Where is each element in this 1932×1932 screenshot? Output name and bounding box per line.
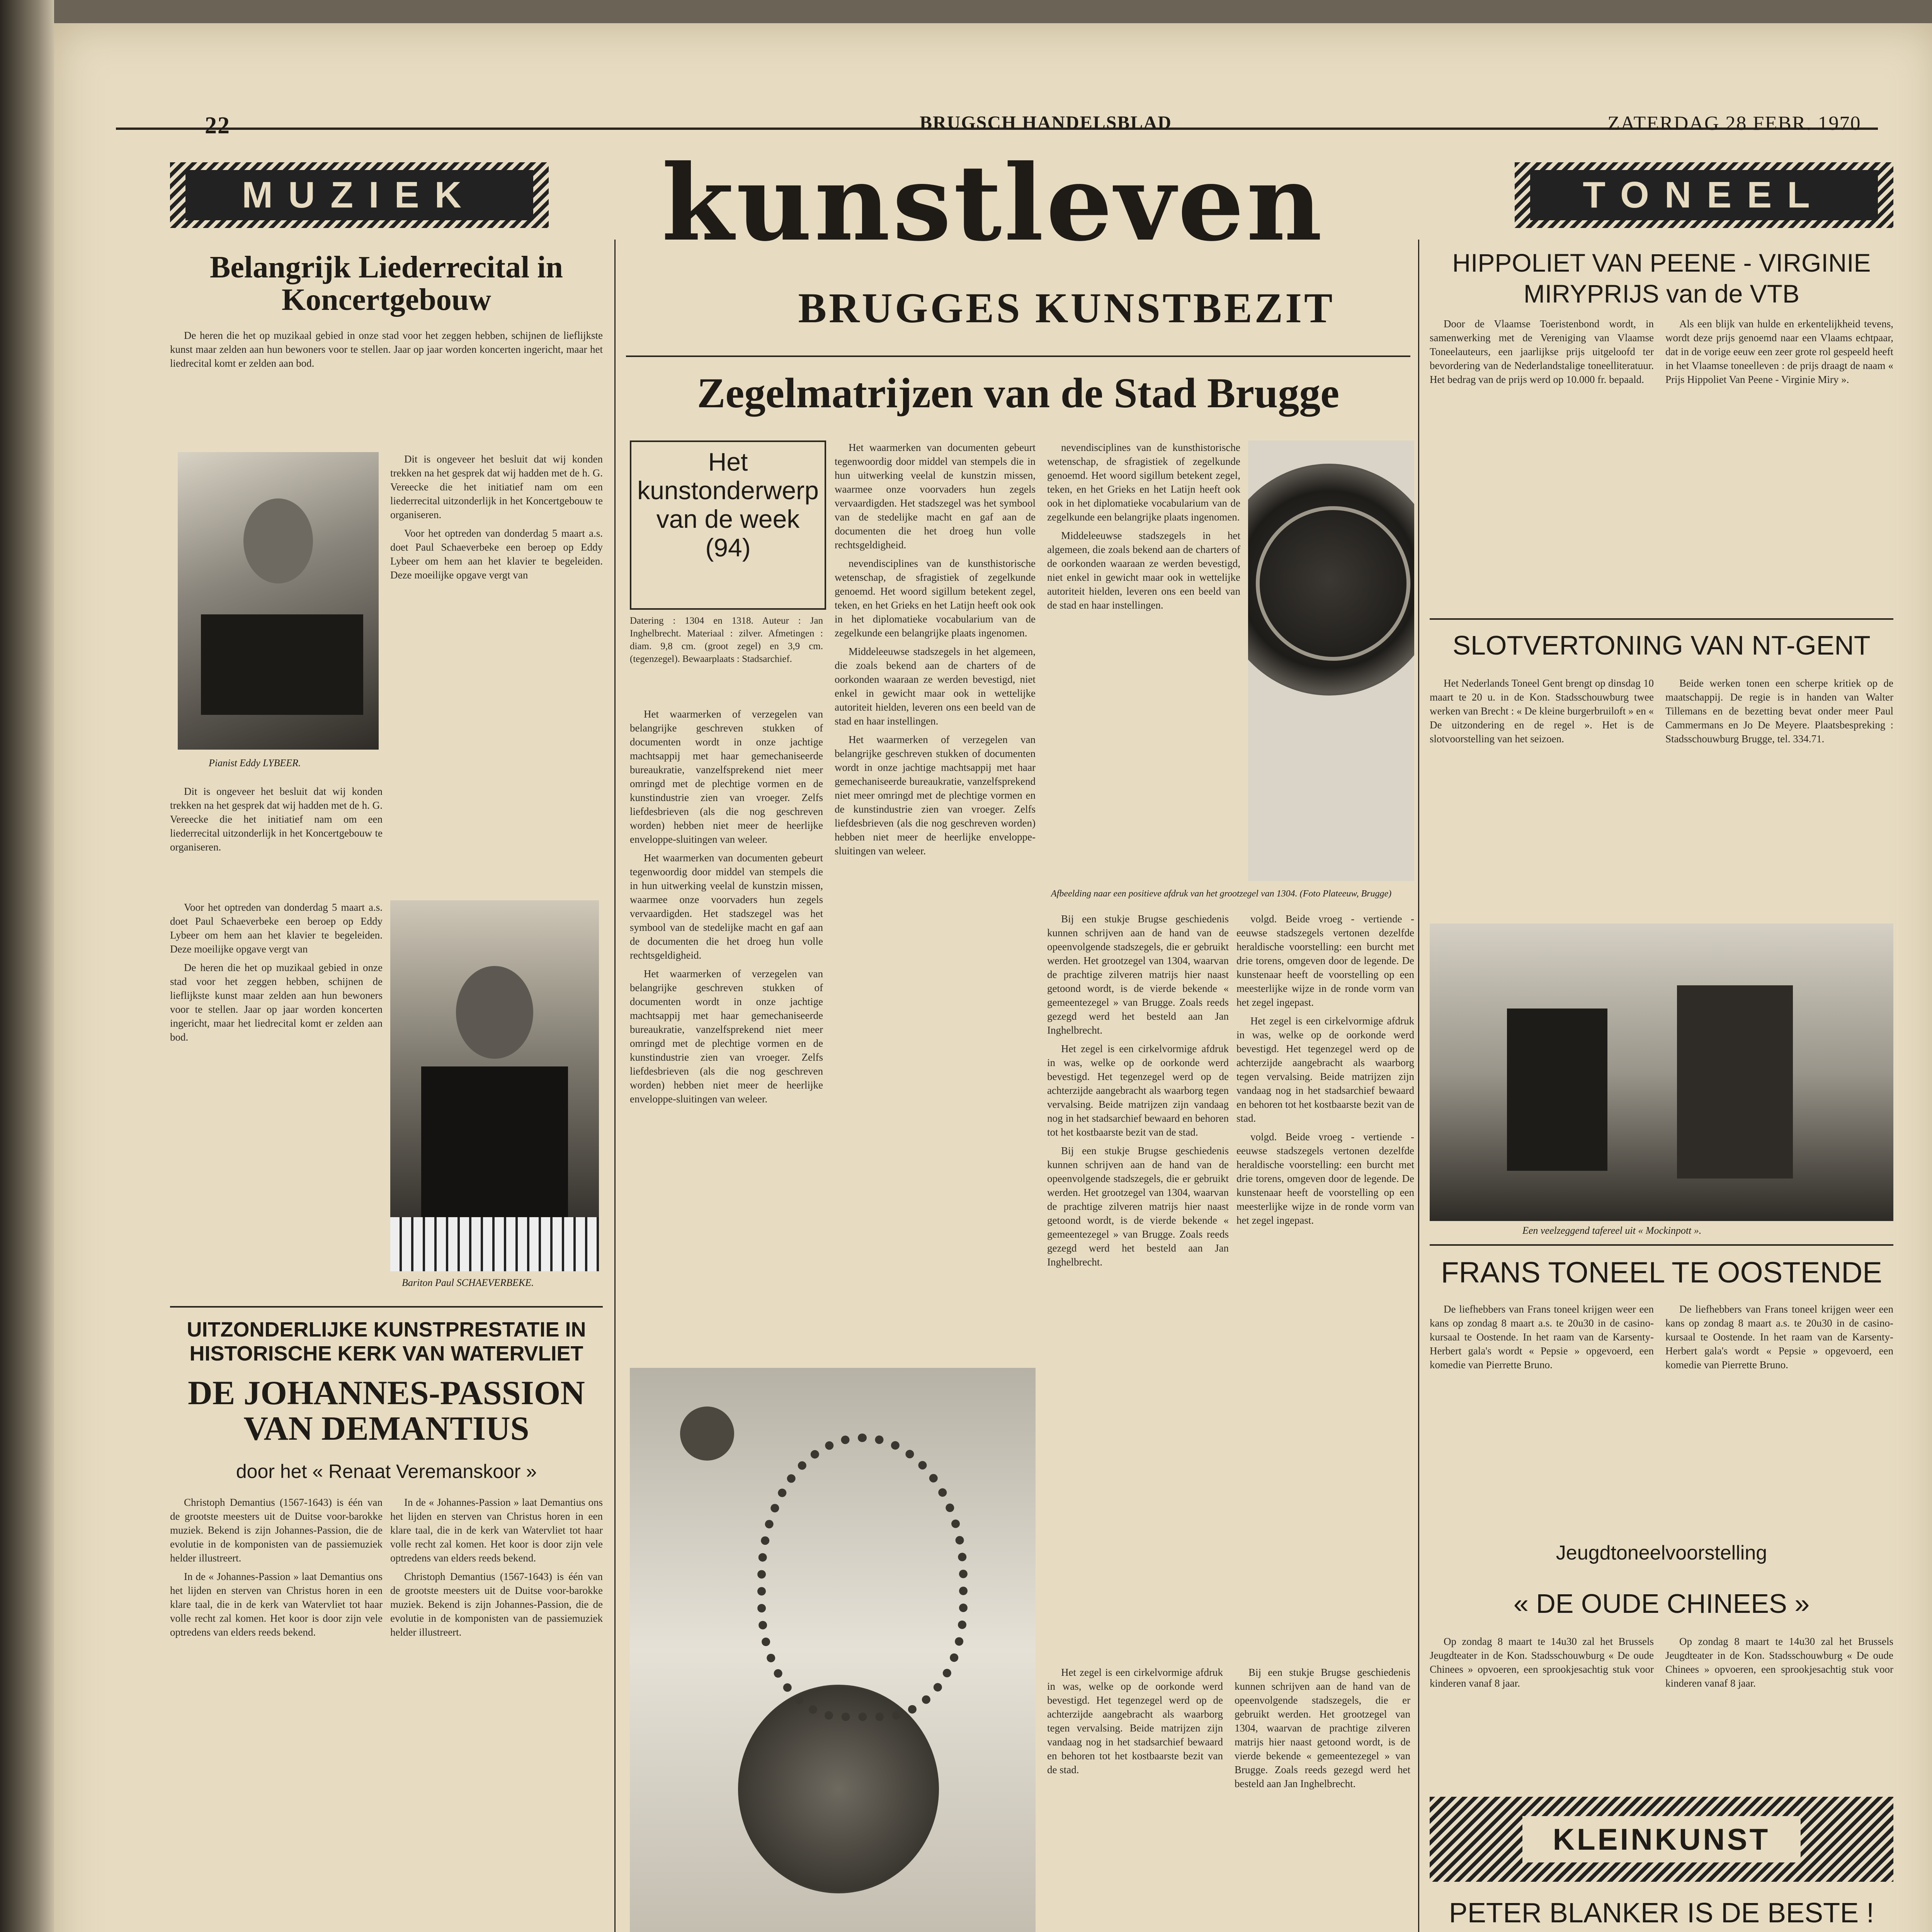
kleinkunst-title: KLEINKUNST <box>1522 1816 1801 1862</box>
paragraph: Voor het optreden van donderdag 5 maart a.s. doet Paul Schaeverbeke een beroep op Eddy Lybeer om hem aan het klavier te begeleiden. Deze moeilijke opgave vergt van <box>390 527 603 581</box>
muziek-section-title: MUZIEK <box>185 170 533 220</box>
paragraph: Het Nederlands Toneel Gent brengt op dinsdag 10 maart te 20 u. in de Kon. Stadsschouwburg twee werken van Brecht : « De kleine burgerbruiloft » en « De uitzondering en de regel ». Het is de slotvoorstelling van het seizoen. <box>1430 677 1654 745</box>
paragraph: Het waarmerken of verzegelen van belangrijke geschreven stukken of documenten wordt in onze jachtige machtsappij met haar gemechaniseerde bureaukratie, vanzelfsprekend niet meer omringd met de plechtige vormen en de kunstindustrie zien van vroeger. Zelfs liefdesbrieven (als die nog geschreven worden) hebben niet meer de heerlijke enveloppe-sluitingen van weleer. <box>630 968 823 1105</box>
paragraph: Het waarmerken of verzegelen van belangrijke geschreven stukken of documenten wordt in onze jachtige machtsappij met haar gemechaniseerde bureaukratie, vanzelfsprekend niet meer omringd met de plechtige vormen en de kunstindustrie zien van vroeger. Zelfs liefdesbrieven (als die nog geschreven worden) hebben niet meer de heerlijke enveloppe-sluitingen van weleer. <box>630 708 823 845</box>
passion-body-1 <box>170 1495 383 1932</box>
jeugdtoneel-kicker: Jeugdtoneelvoorstelling <box>1556 1542 1767 1564</box>
frans-toneel-body-2 <box>1665 1302 1893 1534</box>
frans-toneel-headline: FRANS TONEEL TE OOSTENDE <box>1441 1256 1882 1289</box>
paragraph: Middeleeuwse stadszegels in het algemeen, die zoals bekend aan de charters of de oorkonden waaraan ze werden bevestigd, niet enkel in gewicht maar ook in wettelijke autoriteit hielden, leveren ons een beeld van de stad en haar instellingen. <box>1047 530 1240 611</box>
paragraph: Middeleeuwse stadszegels in het algemeen, die zoals bekend aan de charters of de oorkonden waaraan ze werden bevestigd, niet enkel in gewicht maar ook in wettelijke autoriteit hielden, leveren ons een beeld van de stad en haar instellingen. <box>835 646 1036 727</box>
oude-chinees-body-2 <box>1665 1634 1893 1785</box>
paragraph: Door de Vlaamse Toeristenbond wordt, in samenwerking met de Vereniging van Vlaamse Toneelauteurs, een jaarlijkse prijs uitgeloofd ter bevordering van de Nederlandstalige toneelliteratuur. Het bedrag van de prijs werd op 10.000 fr. bepaald. <box>1430 318 1654 385</box>
liederrecital-column-2 <box>390 452 603 893</box>
column-rule <box>614 240 616 1932</box>
seal-caption: Afbeelding naar een positieve afdruk van het grootzegel van 1304. (Foto Plateeuw, Brugge) <box>1051 889 1392 899</box>
zegel-body-1 <box>630 707 823 1356</box>
zegelmatrijzen-headline: Zegelmatrijzen van de Stad Brugge <box>697 369 1340 417</box>
slotvertoning-body-1 <box>1430 676 1654 916</box>
newspaper-name: BRUGSCH HANDELSBLAD <box>920 112 1172 133</box>
paragraph: Het zegel is een cirkelvormige afdruk in was, welke op de oorkonde werd bevestigd. Het tegenzegel werd op de achterzijde aangebracht als waarborg tegen vervalsing. Beide matrijzen zijn vandaag nog in het stadsarchief bewaard en behoren tot het kostbaarste bezit van de stad. <box>1236 1015 1414 1124</box>
kunstonderwerp-box <box>630 440 826 610</box>
paragraph: De liefhebbers van Frans toneel krijgen weer een kans op zondag 8 maart a.s. te 20u30 in de casino-kursaal te Oostende. In het raam van de Karsenty-Herbert gala's wordt « Pepsie » opgevoerd, een komedie van Pierrette Bruno. <box>1665 1303 1893 1371</box>
frans-toneel-body-1 <box>1430 1302 1654 1534</box>
binding-spine <box>0 0 54 1932</box>
passion-kicker: UITZONDERLIJKE KUNSTPRESTATIE IN HISTORISCHE KERK VAN WATERVLIET <box>187 1318 586 1366</box>
divider <box>626 355 1410 357</box>
paragraph: Beide werken tonen een scherpe kritiek op de maatschappij. De regie is in handen van Walter Tillemans en de bezetting bevat onder meer Paul Cammermans en Jo De Meyere. Plaatsbespreking : Stadsschouwburg Brugge, tel. 334.71. <box>1665 677 1893 745</box>
toneel-section-title: TONEEL <box>1530 170 1878 220</box>
paragraph: Christoph Demantius (1567-1643) is één van de grootste meesters uit de Duitse voor-barokke muziek. Bekend is zijn Johannes-Passion, die de evolutie in de komponisten van de passiemuziek helder illustreert. <box>170 1497 383 1564</box>
page-number: 22 <box>205 112 230 139</box>
paragraph: Op zondag 8 maart te 14u30 zal het Brussels Jeugdteater in de Kon. Stadsschouwburg « De oude Chinees » opvoeren, een sprookjesachtig stuk voor kinderen vanaf 8 jaar. <box>1665 1636 1893 1689</box>
paragraph: volgd. Beide vroeg - vertiende - eeuwse stadszegels vertonen dezelfde heraldische voorstelling: een burcht met drie torens, omgeven door de legende. De kunstenaar heeft de voorstelling op een meesterlijke wijze in de ronde vorm van het zegel ingepast. <box>1236 1131 1414 1226</box>
paragraph: Dit is ongeveer het besluit dat wij konden trekken na het gesprek dat wij hadden met de h. G. Vereecke die het initiatief nam om een liederrecital uitzonderlijk in het Koncertgebouw te organiseren. <box>390 453 603 520</box>
zegel-body-4 <box>1047 912 1229 1646</box>
paragraph: In de « Johannes-Passion » laat Demantius ons het lijden en sterven van Christus horen in een klare taal, die in de kerk van Watervliet tot haar volle recht zal komen. Het koor is door zijn vele optredens van elders reeds bekend. <box>170 1571 383 1638</box>
seal-photo <box>1248 440 1414 881</box>
paragraph: volgd. Beide vroeg - vertiende - eeuwse stadszegels vertonen dezelfde heraldische voorstelling: een burcht met drie torens, omgeven door de legende. De kunstenaar heeft de voorstelling op een meesterlijke wijze in de ronde vorm van het zegel ingepast. <box>1236 913 1414 1008</box>
paragraph: Bij een stukje Brugse geschiedenis kunnen schrijven aan de hand van de opeenvolgende stadszegels, die er gebruikt werden. Het grootzegel van 1304, waarvan de prachtige zilveren matrijs hier naast getoond wordt, is de vierde bekende « gemeentezegel » van Brugge. Zoals reeds gezegd werd het besteld aan Jan Inghelbrecht. <box>1047 1145 1229 1268</box>
bariton-caption: Bariton Paul SCHAEVERBEKE. <box>402 1277 534 1288</box>
liederrecital-column-3 <box>170 900 383 1302</box>
liederrecital-continuation <box>170 784 383 893</box>
paragraph: De heren die het op muzikaal gebied in onze stad voor het zeggen hebben, schijnen de lieflijkste kunst maar zelden aan hun bewoners voor te stellen. Jaar op jaar worden koncerten ingericht, maar het liedrecital komt er zelden aan bod. <box>170 330 603 369</box>
passion-body-2 <box>390 1495 603 1932</box>
passion-headline: DE JOHANNES-PASSION VAN DEMANTIUS <box>188 1374 585 1448</box>
oude-chinees-headline: « DE OUDE CHINEES » <box>1513 1588 1810 1619</box>
kunstonderwerp-details <box>630 614 823 703</box>
oude-chinees-body-1 <box>1430 1634 1654 1785</box>
paragraph: Het waarmerken van documenten gebeurt tegenwoordig door middel van stempels die in hun uitwerking veelal de kunstzin missen, waarmee onze voorvaders hun zegels vervaardigden. Het stadszegel was het symbool van de stedelijke macht en gaf aan de documenten die het droeg hun volle rechtsgeldigheid. <box>835 442 1036 551</box>
paragraph: Als een blijk van hulde en erkentelijkheid tevens, wordt deze prijs genoemd naar een Vlaams echtpaar, dat in de vorige eeuw een zeer grote rol gespeeld heeft in het Vlaamse toneelleven : de prijs draagt de naam « Prijs Hippoliet Van Peene - Virginie Miry ». <box>1665 318 1893 385</box>
slotvertoning-body-2 <box>1665 676 1893 916</box>
slotvertoning-headline: SLOTVERTONING VAN NT-GENT <box>1452 630 1871 660</box>
paragraph: Op zondag 8 maart te 14u30 zal het Brussels Jeugdteater in de Kon. Stadsschouwburg « De oude Chinees » opvoeren, een sprookjesachtig stuk voor kinderen vanaf 8 jaar. <box>1430 1636 1654 1689</box>
paragraph: nevendisciplines van de kunsthistorische wetenschap, de sfragistiek of zegelkunde genoemd. Het woord sigillum betekent zegel, teken, en het Grieks en het Latijn heeft ook ook in het diplomatieke vocabularium van de zegelkunde een belangrijke plaats ingenomen. <box>835 558 1036 639</box>
passion-subtitle: door het « Renaat Veremanskoor » <box>236 1461 537 1482</box>
paragraph: Bij een stukje Brugse geschiedenis kunnen schrijven aan de hand van de opeenvolgende stadszegels, die er gebruikt werden. Het grootzegel van 1304, waarvan de prachtige zilveren matrijs hier naast getoond wordt, is de vierde bekende « gemeentezegel » van Brugge. Zoals reeds gezegd werd het besteld aan Jan Inghelbrecht. <box>1235 1667 1410 1789</box>
pianist-caption: Pianist Eddy LYBEER. <box>209 757 301 769</box>
mockinpott-caption: Een veelzeggend tafereel uit « Mockinpott ». <box>1522 1225 1702 1236</box>
matrix-chain <box>757 1434 968 1721</box>
divider <box>1430 618 1893 620</box>
divider <box>170 1306 603 1308</box>
zegel-body-5 <box>1236 912 1414 1665</box>
photo-pianist <box>178 452 379 750</box>
zegel-body-3 <box>1047 440 1240 885</box>
column-rule <box>1418 240 1419 1932</box>
paragraph: Het zegel is een cirkelvormige afdruk in was, welke op de oorkonde werd bevestigd. Het tegenzegel werd op de achterzijde aangebracht als waarborg tegen vervalsing. Beide matrijzen zijn vandaag nog in het stadsarchief bewaard en behoren tot het kostbaarste bezit van de stad. <box>1047 1043 1229 1138</box>
newspaper-page <box>54 23 1932 1932</box>
paragraph: Voor het optreden van donderdag 5 maart a.s. doet Paul Schaeverbeke een beroep op Eddy Lybeer om hem aan het klavier te begeleiden. Deze moeilijke opgave vergt van <box>170 901 383 955</box>
paragraph: De liefhebbers van Frans toneel krijgen weer een kans op zondag 8 maart a.s. te 20u30 in de casino-kursaal te Oostende. In het raam van de Karsenty-Herbert gala's wordt « Pepsie » opgevoerd, een komedie van Pierrette Bruno. <box>1430 1303 1654 1371</box>
paragraph: Het waarmerken van documenten gebeurt tegenwoordig door middel van stempels die in hun uitwerking veelal de kunstzin missen, waarmee onze voorvaders hun zegels vervaardigden. Het stadszegel was het symbool van de stedelijke macht en gaf aan de documenten die het droeg hun volle rechtsgeldigheid. <box>630 852 823 961</box>
small-matrix <box>680 1406 734 1461</box>
seal-ring <box>1256 506 1410 661</box>
paragraph: nevendisciplines van de kunsthistorische wetenschap, de sfragistiek of zegelkunde genoemd. Het woord sigillum betekent zegel, teken, en het Grieks en het Latijn heeft ook ook in het diplomatieke vocabularium van de zegelkunde een belangrijke plaats ingenomen. <box>1047 442 1240 523</box>
paragraph: Christoph Demantius (1567-1643) is één van de grootste meesters uit de Duitse voor-barokke muziek. Bekend is zijn Johannes-Passion, die de evolutie in de komponisten van de passiemuziek helder illustreert. <box>390 1571 603 1638</box>
paragraph: Het zegel is een cirkelvormige afdruk in was, welke op de oorkonde werd bevestigd. Het tegenzegel werd op de achterzijde aangebracht als waarborg tegen vervalsing. Beide matrijzen zijn vandaag nog in het stadsarchief bewaard en behoren tot het kostbaarste bezit van de stad. <box>1047 1667 1223 1776</box>
matrices-photo <box>630 1368 1036 1932</box>
vtb-body-1 <box>1430 317 1654 611</box>
paragraph: De heren die het op muzikaal gebied in onze stad voor het zeggen hebben, schijnen de lieflijkste kunst maar zelden aan hun bewoners voor te stellen. Jaar op jaar worden koncerten ingericht, maar het liedrecital komt er zelden aan bod. <box>170 962 383 1043</box>
paragraph: Het waarmerken of verzegelen van belangrijke geschreven stukken of documenten wordt in onze jachtige machtsappij met haar gemechaniseerde bureaukratie, vanzelfsprekend niet meer omringd met de plechtige vormen en de kunstindustrie zien van vroeger. Zelfs liefdesbrieven (als die nog geschreven worden) hebben niet meer de heerlijke enveloppe-sluitingen van weleer. <box>835 734 1036 857</box>
divider <box>1430 1244 1893 1246</box>
paragraph: Datering : 1304 en 1318. Auteur : Jan Inghelbrecht. Materiaal : zilver. Afmetingen : diam. 9,8 cm. (groot zegel) en 3,9 cm. (tegenzegel). Bewaarplaats : Stadsarchief. <box>630 616 823 664</box>
mockinpott-photo <box>1430 923 1893 1221</box>
vtb-body-2 <box>1665 317 1893 611</box>
issue-date: ZATERDAG 28 FEBR. 1970 <box>1607 112 1861 134</box>
peter-blanker-headline: PETER BLANKER IS DE BESTE ! <box>1449 1898 1874 1929</box>
liederrecital-intro <box>170 328 603 440</box>
zegel-body-2 <box>835 440 1036 1356</box>
photo-bariton <box>390 900 599 1271</box>
kunstbezit-kicker: BRUGGES KUNSTBEZIT <box>798 284 1335 332</box>
paragraph: Dit is ongeveer het besluit dat wij konden trekken na het gesprek dat wij hadden met de h. G. Vereecke die het initiatief nam om een liederrecital uitzonderlijk in het Koncertgebouw te organiseren. <box>170 786 383 853</box>
zegel-body-6 <box>1047 1665 1410 1932</box>
kunstonderwerp-title: Het kunstonderwerp van de week (94) <box>637 447 819 562</box>
kunstleven-section-title: kunstleven <box>662 141 1325 264</box>
liederrecital-headline: Belangrijk Liederrecital in Koncertgebouw <box>210 250 563 317</box>
paragraph: In de « Johannes-Passion » laat Demantius ons het lijden en sterven van Christus horen in een klare taal, die in de kerk van Watervliet tot haar volle recht zal komen. Het koor is door zijn vele optredens van elders reeds bekend. <box>390 1497 603 1564</box>
vtb-prize-headline: HIPPOLIET VAN PEENE - VIRGINIE MIRYPRIJS van de VTB <box>1452 248 1871 308</box>
paragraph: Bij een stukje Brugse geschiedenis kunnen schrijven aan de hand van de opeenvolgende stadszegels, die er gebruikt werden. Het grootzegel van 1304, waarvan de prachtige zilveren matrijs hier naast getoond wordt, is de vierde bekende « gemeentezegel » van Brugge. Zoals reeds gezegd werd het besteld aan Jan Inghelbrecht. <box>1047 913 1229 1036</box>
